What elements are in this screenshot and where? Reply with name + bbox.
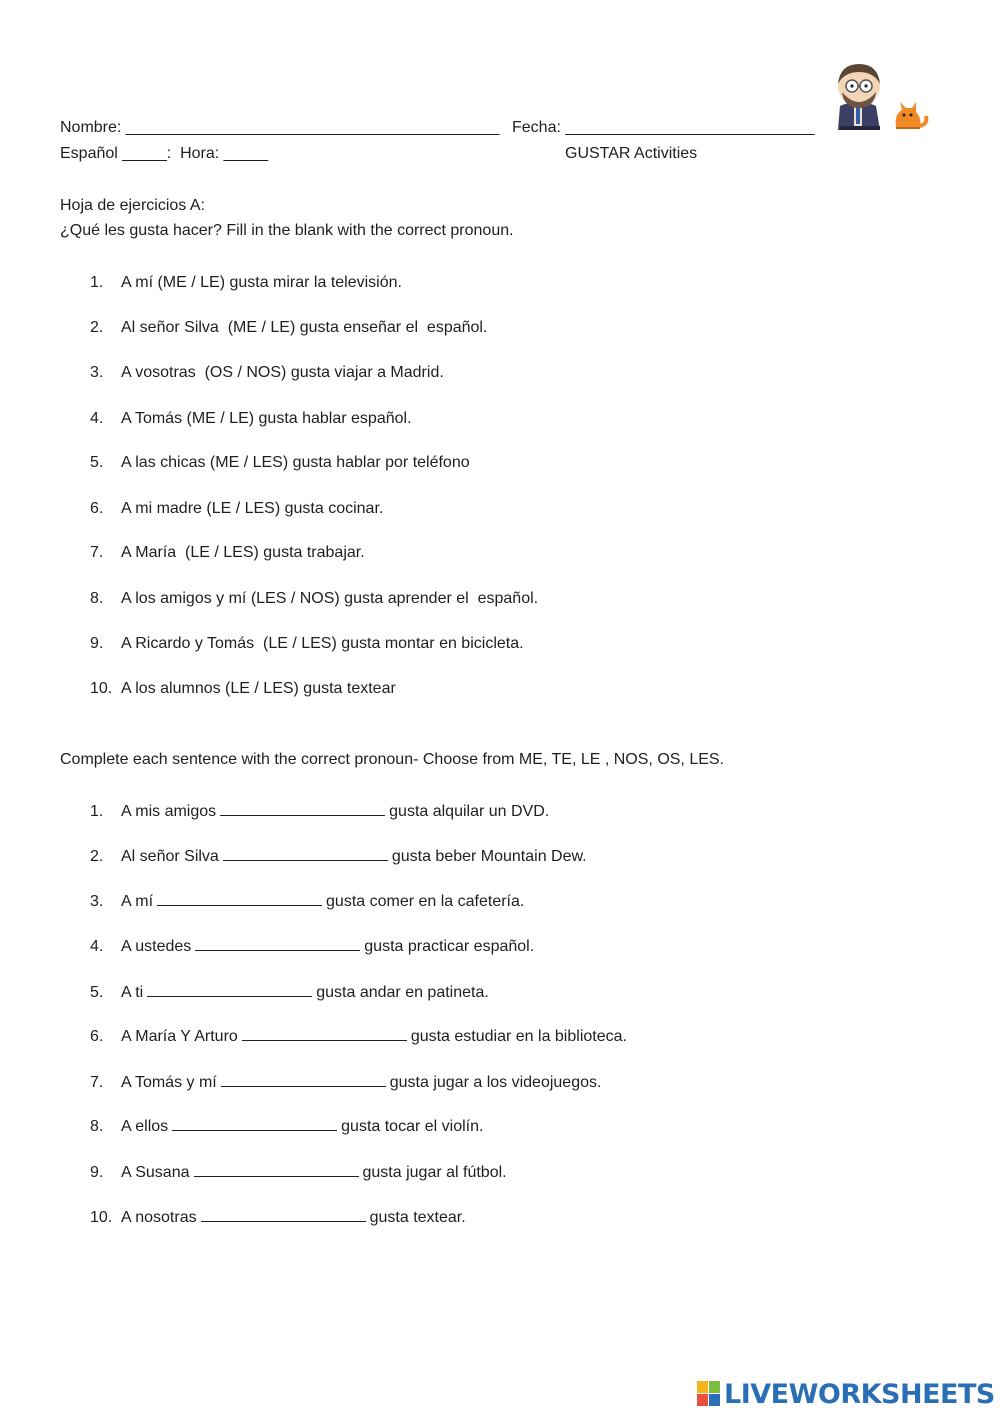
list-item: [0, 982, 1000, 1004]
item-number: 3.: [90, 893, 104, 910]
item-number: 4.: [90, 938, 104, 955]
item-text-after: gusta tocar el violín.: [341, 1118, 484, 1135]
item-text-after: gusta comer en la cafetería.: [326, 893, 525, 910]
item-text-after: gusta alquilar un DVD.: [389, 803, 550, 820]
list-item: [0, 801, 1000, 823]
list-item: [0, 846, 1000, 868]
item-text-before: A nosotras: [121, 1209, 197, 1226]
answer-blank[interactable]: [194, 1162, 359, 1177]
item-number: 10.: [90, 1209, 113, 1226]
teacher-cartoon-icon: [828, 62, 928, 134]
list-item: [0, 678, 1000, 700]
item-text-after: gusta practicar español.: [364, 938, 535, 955]
item-text-after: gusta jugar a los videojuegos.: [389, 1074, 602, 1091]
worksheet-title: GUSTAR Activities: [565, 145, 698, 162]
list-item: [0, 891, 1000, 913]
list-item: [0, 498, 1000, 520]
item-text-before: A ustedes: [121, 938, 192, 955]
item-number: 6.: [90, 500, 104, 517]
section-a-instructions: ¿Qué les gusta hacer? Fill in the blank with the correct pronoun.: [60, 222, 514, 239]
item-text-after: gusta jugar al fútbol.: [362, 1164, 507, 1181]
answer-blank[interactable]: [242, 1026, 407, 1041]
item-number: 6.: [90, 1028, 104, 1045]
item-text-before: A María Y Arturo: [121, 1028, 238, 1045]
list-item: [0, 362, 1000, 384]
list-item: [0, 317, 1000, 339]
item-number: 9.: [90, 1164, 104, 1181]
answer-blank[interactable]: [147, 982, 312, 997]
name-field-label: Nombre: __________________________________________: [60, 119, 500, 136]
date-field-label: Fecha: ____________________________: [512, 119, 815, 136]
list-item: [0, 588, 1000, 610]
answer-blank[interactable]: [172, 1116, 337, 1131]
item-text-before: A Tomás y mí: [121, 1074, 217, 1091]
item-text: A vosotras (OS / NOS) gusta viajar a Madrid.: [121, 364, 444, 381]
item-number: 2.: [90, 319, 104, 336]
class-hour-label: Español _____: Hora: _____: [60, 145, 269, 162]
answer-blank[interactable]: [223, 846, 388, 861]
item-text-before: Al señor Silva: [121, 848, 219, 865]
item-number: 5.: [90, 984, 104, 1001]
item-number: 1.: [90, 803, 104, 820]
item-text-before: A ti: [121, 984, 144, 1001]
list-item: [0, 1207, 1000, 1229]
list-item: [0, 1116, 1000, 1138]
item-number: 8.: [90, 1118, 104, 1135]
list-item: [0, 408, 1000, 430]
list-item: [0, 633, 1000, 655]
item-text-before: A mis amigos: [121, 803, 217, 820]
item-text: A Tomás (ME / LE) gusta hablar español.: [121, 410, 412, 427]
section-a-heading: Hoja de ejercicios A:: [60, 197, 205, 214]
liveworksheets-logo: [697, 1377, 995, 1411]
item-text: Al señor Silva (ME / LE) gusta enseñar el español.: [121, 319, 488, 336]
item-text: A las chicas (ME / LES) gusta hablar por teléfono: [121, 454, 470, 471]
item-text: A mí (ME / LE) gusta mirar la televisión.: [121, 274, 402, 291]
logo-mark-icon: [697, 1381, 721, 1407]
item-number: 5.: [90, 454, 104, 471]
item-text-after: gusta estudiar en la biblioteca.: [410, 1028, 627, 1045]
answer-blank[interactable]: [221, 1072, 386, 1087]
answer-blank[interactable]: [195, 936, 360, 951]
list-item: [0, 1162, 1000, 1184]
item-text: A los amigos y mí (LES / NOS) gusta aprender el español.: [121, 590, 539, 607]
item-text-before: A ellos: [121, 1118, 169, 1135]
answer-blank[interactable]: [157, 891, 322, 906]
item-text: A mi madre (LE / LES) gusta cocinar.: [121, 500, 384, 517]
item-number: 8.: [90, 590, 104, 607]
section-b-instructions: Complete each sentence with the correct pronoun- Choose from ME, TE, LE , NOS, OS, LES.: [60, 751, 725, 768]
answer-blank[interactable]: [220, 801, 385, 816]
item-number: 4.: [90, 410, 104, 427]
item-text-before: A mí: [121, 893, 154, 910]
item-number: 9.: [90, 635, 104, 652]
item-number: 2.: [90, 848, 104, 865]
item-text: A los alumnos (LE / LES) gusta textear: [121, 680, 396, 697]
item-number: 7.: [90, 1074, 104, 1091]
list-item: [0, 1026, 1000, 1048]
list-item: [0, 936, 1000, 958]
list-item: [0, 452, 1000, 474]
item-number: 10.: [90, 680, 113, 697]
item-text-after: gusta textear.: [369, 1209, 466, 1226]
logo-text: LIVEWORKSHEETS: [724, 1378, 995, 1410]
item-text-after: gusta beber Mountain Dew.: [391, 848, 587, 865]
item-number: 3.: [90, 364, 104, 381]
list-item: [0, 272, 1000, 294]
answer-blank[interactable]: [201, 1207, 366, 1222]
orange-cat-icon: [890, 98, 930, 132]
list-item: [0, 1072, 1000, 1094]
item-number: 1.: [90, 274, 104, 291]
item-text-before: A Susana: [121, 1164, 190, 1181]
list-item: [0, 542, 1000, 564]
item-text-after: gusta andar en patineta.: [316, 984, 489, 1001]
item-number: 7.: [90, 544, 104, 561]
item-text: A María (LE / LES) gusta trabajar.: [121, 544, 365, 561]
item-text: A Ricardo y Tomás (LE / LES) gusta montar en bicicleta.: [121, 635, 524, 652]
